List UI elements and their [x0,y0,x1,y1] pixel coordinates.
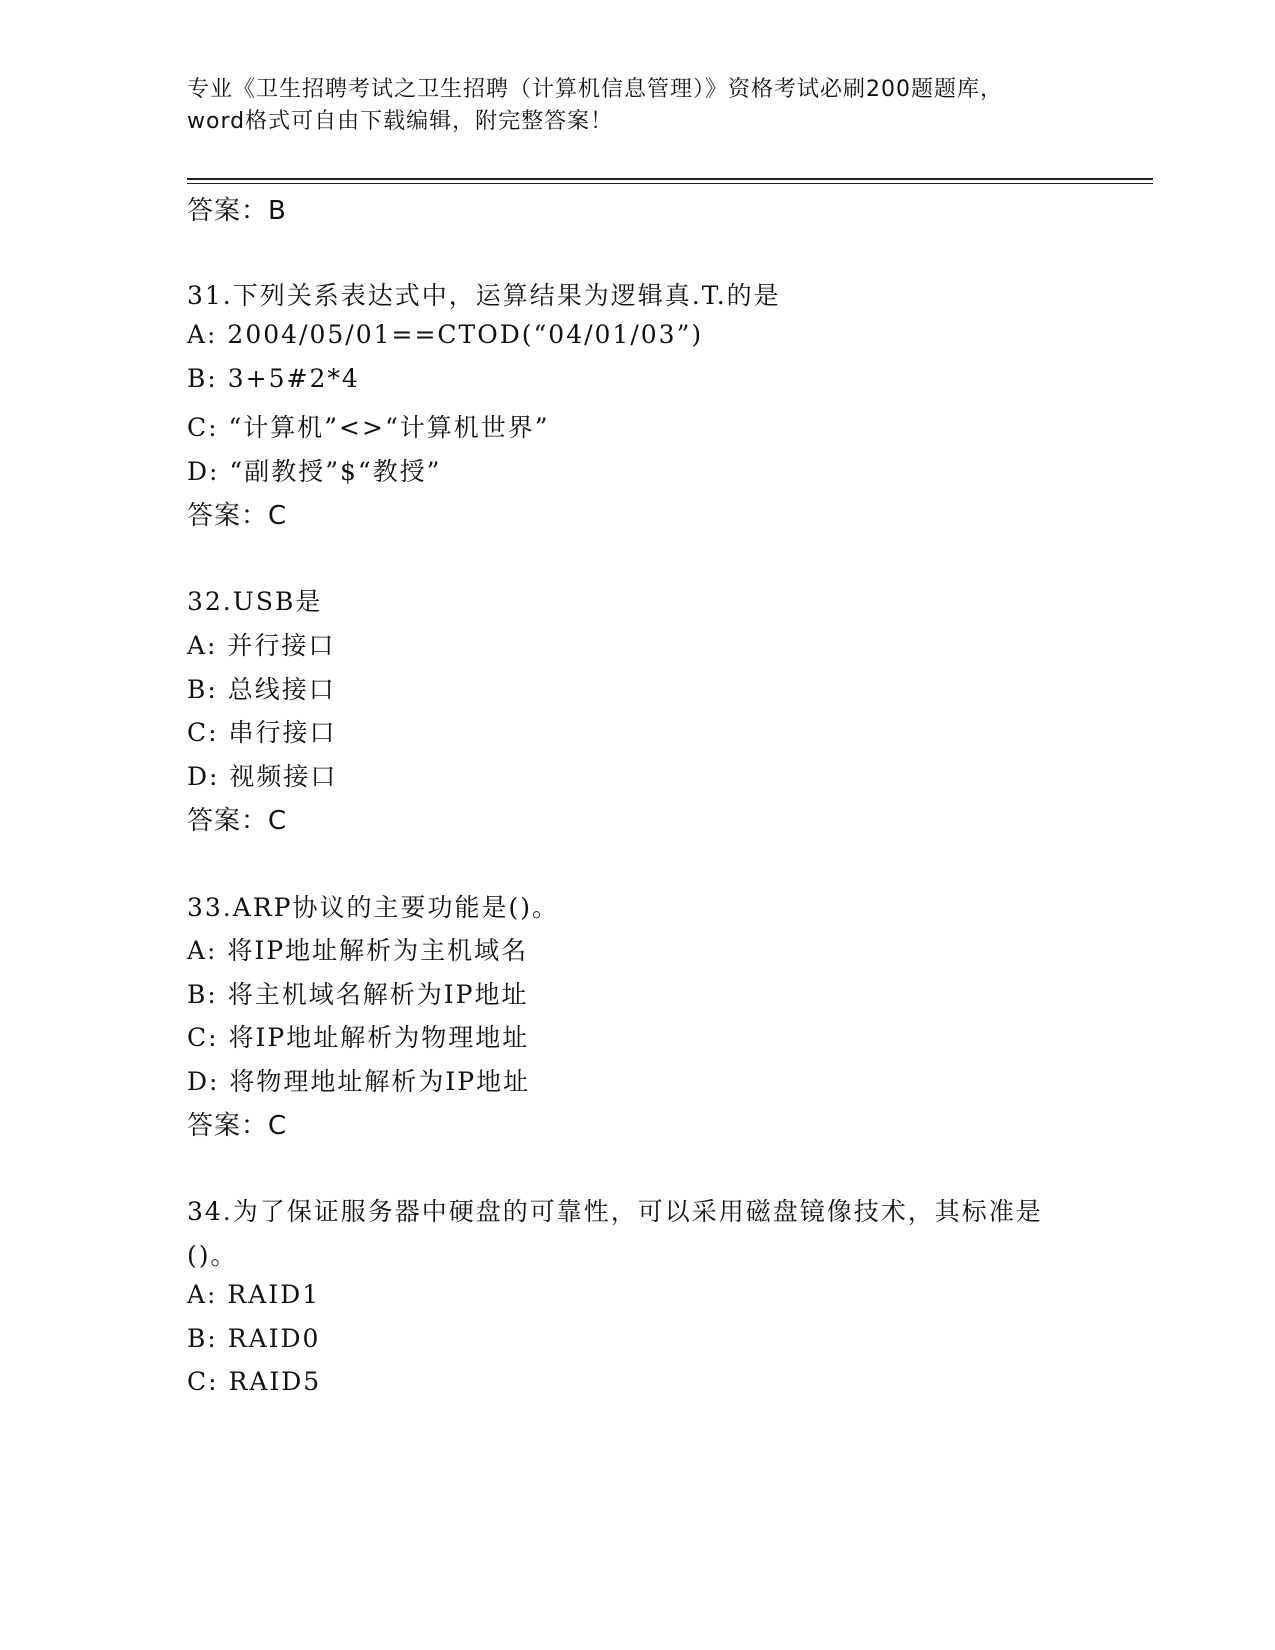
answer-32: 答案：C [187,806,288,836]
header-line-1: 专业《卫生招聘考试之卫生招聘（计算机信息管理）》资格考试必刷200题题库， [187,77,1003,102]
answer-30: 答案：B [187,196,287,226]
question-33-stem: 33.ARP协议的主要功能是()。 [187,893,559,922]
question-33-option-c: C: 将IP地址解析为物理地址 [187,1023,530,1052]
answer-33: 答案：C [187,1111,288,1141]
document-header [187,74,1087,138]
question-31-option-c: C: “计算机”<>“计算机世界” [187,413,550,442]
header-line-2: word格式可自由下载编辑，附完整答案！ [187,109,614,134]
question-33-option-d: D: 将物理地址解析为IP地址 [187,1067,531,1096]
question-33-option-b: B: 将主机域名解析为IP地址 [187,980,529,1009]
question-31-option-a: A: 2004/05/01==CTOD(“04/01/03”) [187,320,704,349]
question-33-option-a: A: 将IP地址解析为主机域名 [187,936,529,965]
header-divider-thick [187,178,1153,180]
question-31-option-b: B: 3+5#2*4 [187,364,360,393]
question-32-option-c: C: 串行接口 [187,718,337,747]
question-31-stem: 31.下列关系表达式中，运算结果为逻辑真.T.的是 [187,281,781,310]
question-32-option-a: A: 并行接口 [187,631,336,660]
header-divider-thin [187,183,1153,184]
question-32-option-b: B: 总线接口 [187,675,336,704]
question-32-stem: 32.USB是 [187,587,323,616]
question-34-option-a: A: RAID1 [187,1280,321,1309]
question-31-option-d: D: “副教授”$“教授” [187,457,442,486]
question-34-stem: 34.为了保证服务器中硬盘的可靠性，可以采用磁盘镜像技术，其标准是()。 [187,1197,1043,1270]
question-34-option-c: C: RAID5 [187,1367,322,1396]
question-32-option-d: D: 视频接口 [187,762,338,791]
answer-31: 答案：C [187,501,288,531]
question-34-option-b: B: RAID0 [187,1324,321,1353]
